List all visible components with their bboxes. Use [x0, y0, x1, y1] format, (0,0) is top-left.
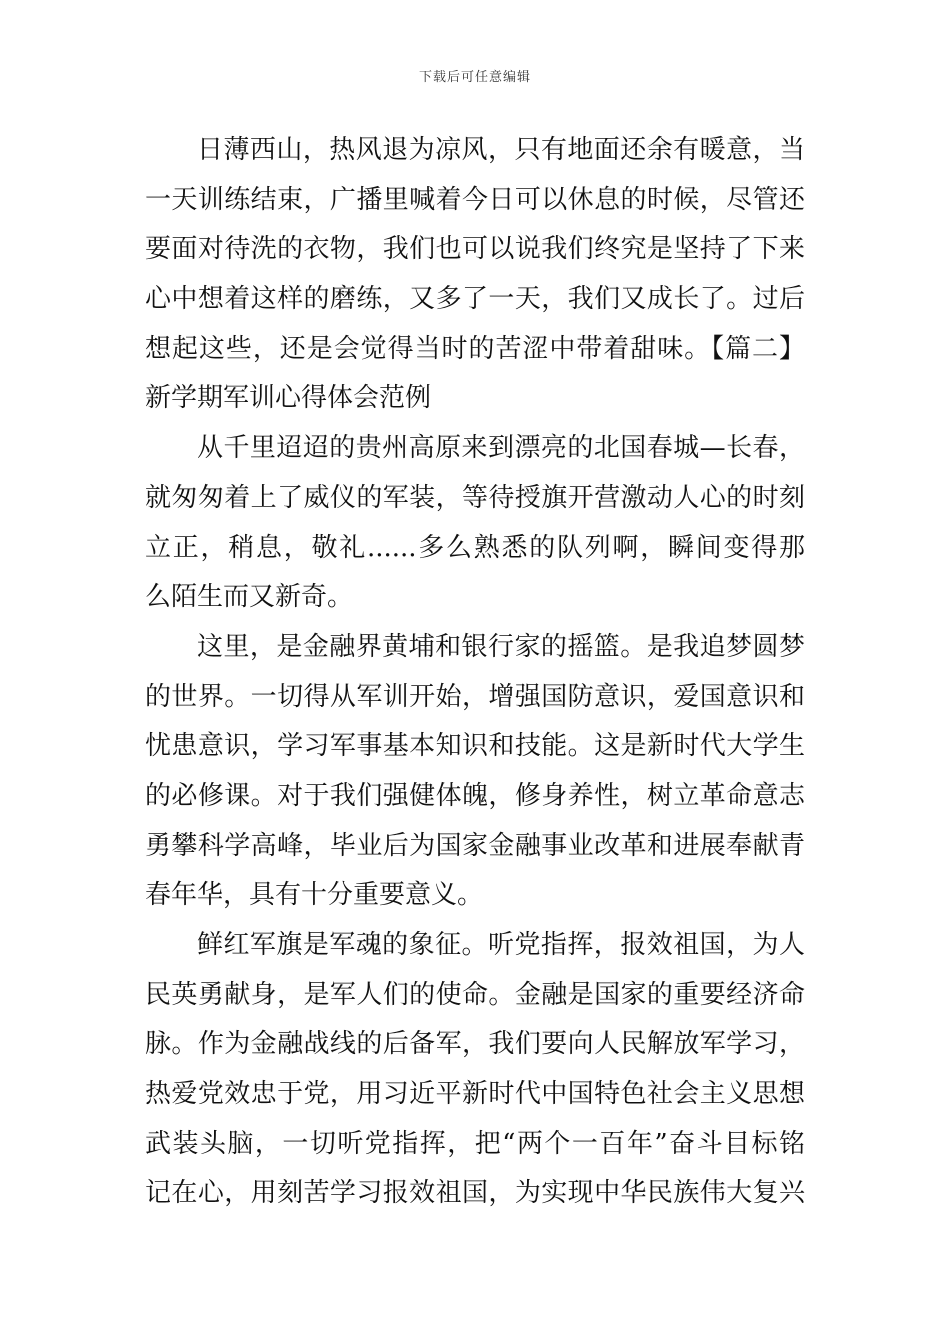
text-line: 民英勇献身，是军人们的使命。金融是国家的重要经济命: [145, 979, 805, 1010]
text-line: 脉。作为金融战线的后备军，我们要向人民解放军学习，: [145, 1029, 805, 1060]
document-body: [145, 126, 805, 1219]
text-line: 新学期军训心得体会范例: [145, 383, 432, 414]
text-line: 想起这些，还是会觉得当时的苦涩中带着甜味。【篇二】: [145, 333, 805, 364]
text-line: 热爱党效忠于党，用习近平新时代中国特色社会主义思想: [145, 1079, 805, 1110]
text-line: 勇攀科学高峰，毕业后为国家金融事业改革和进展奉献青: [145, 830, 805, 861]
text-line: 么陌生而又新奇。: [145, 582, 354, 613]
text-line: 鲜红军旗是军魂的象征。听党指挥，报效祖国，为人: [197, 930, 805, 960]
text-line: 就匆匆着上了威仪的军装，等待授旗开营激动人心的时刻: [145, 482, 805, 513]
text-line: 记在心，用刻苦学习报效祖国，为实现中华民族伟大复兴: [145, 1178, 805, 1209]
text-line: 武装头脑，一切听党指挥，把“两个一百年”奋斗目标铭: [145, 1128, 805, 1159]
text-line: 心中想着这样的磨练，又多了一天，我们又成长了。过后: [145, 284, 805, 315]
text-line: 这里，是金融界黄埔和银行家的摇篮。是我追梦圆梦: [197, 631, 805, 662]
text-line: 春年华，具有十分重要意义。: [145, 880, 484, 911]
text-line: 日薄西山，热风退为凉风，只有地面还余有暖意，当: [197, 135, 805, 165]
text-line: 从千里迢迢的贵州高原来到漂亮的北国春城—长春，: [197, 433, 805, 464]
text-line: 一天训练结束，广播里喊着今日可以休息的时候，尽管还: [145, 184, 805, 215]
text-line: 忧患意识，学习军事基本知识和技能。这是新时代大学生: [145, 731, 805, 762]
page-header: 下载后可任意编辑: [418, 70, 531, 85]
text-line: 的世界。一切得从军训开始，增强国防意识，爱国意识和: [145, 681, 805, 712]
text-line: 立正，稍息，敬礼......多么熟悉的队列啊，瞬间变得那: [145, 532, 805, 563]
text-line: 的必修课。对于我们强健体魄，修身养性，树立革命意志: [145, 780, 805, 811]
text-line: 要面对待洗的衣物，我们也可以说我们终究是坚持了下来: [145, 234, 805, 265]
